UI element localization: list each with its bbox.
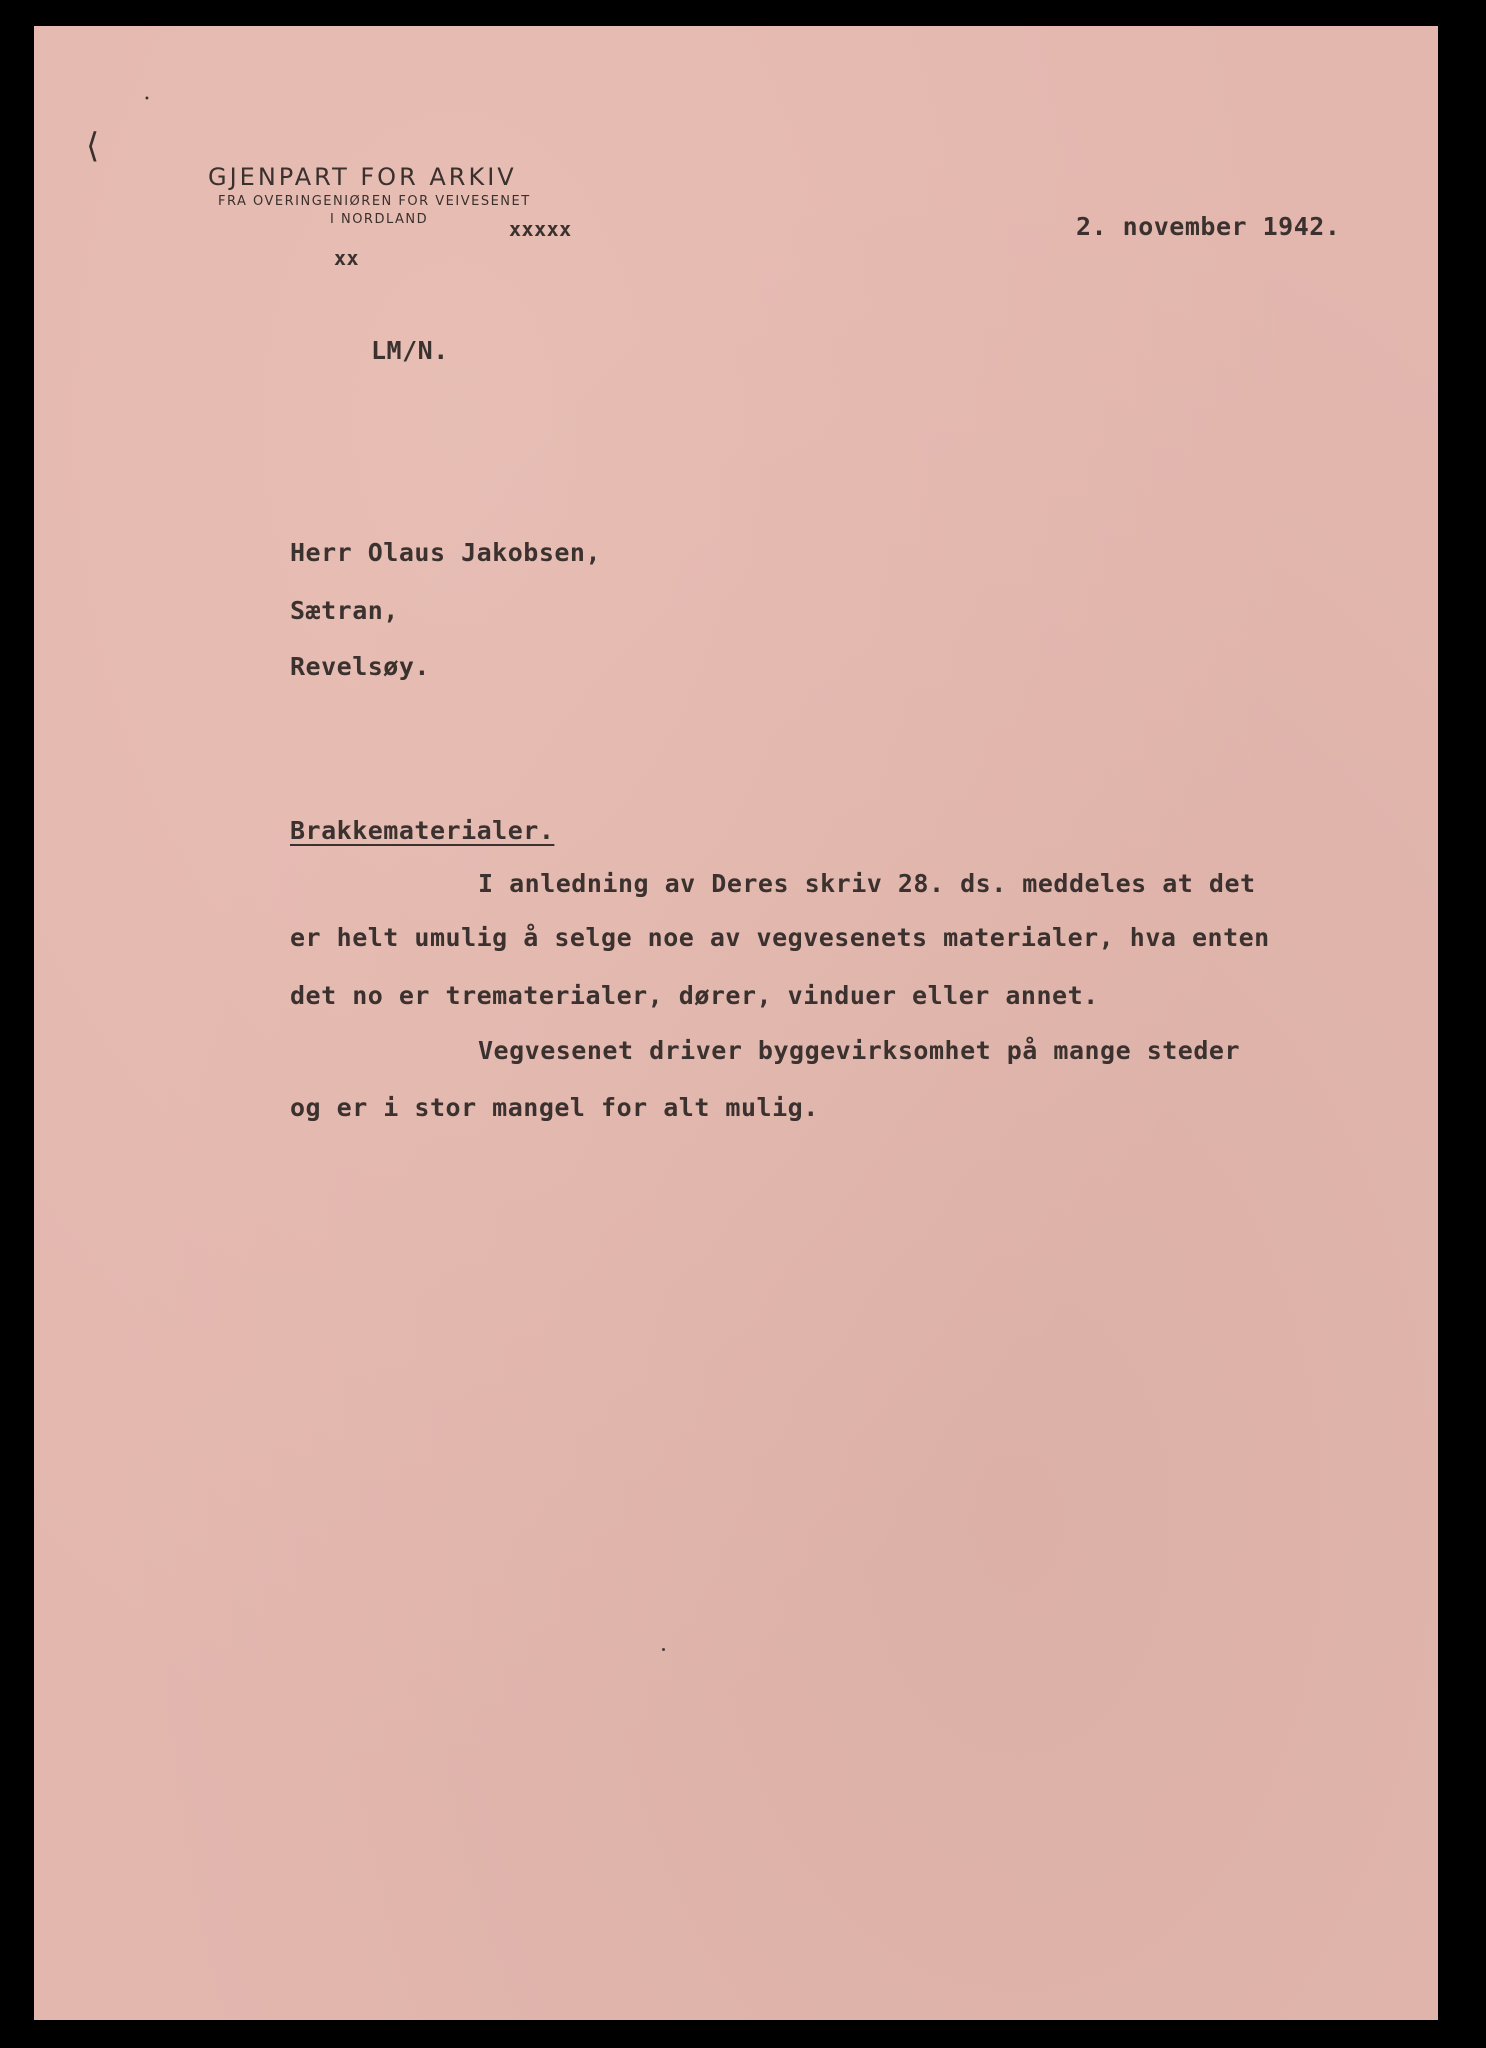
ink-speck — [662, 1648, 665, 1651]
letterhead-office: FRA OVERINGENIØREN FOR VEIVESENET — [218, 194, 531, 209]
margin-pencil-mark: ⟨ — [86, 126, 100, 166]
reference-code: LM/N. — [371, 336, 449, 365]
recipient-place: Sætran, — [290, 596, 399, 625]
body-line: det no er trematerialer, dører, vinduer eller annet. — [290, 981, 1099, 1010]
letter-subject: Brakkematerialer. — [290, 816, 555, 845]
body-line: I anledning av Deres skriv 28. ds. meddeles at det — [478, 869, 1256, 898]
recipient-name: Herr Olaus Jakobsen, — [290, 538, 602, 567]
body-line: Vegvesenet driver byggevirksomhet på mange steder — [478, 1036, 1241, 1065]
document-page — [34, 26, 1438, 2020]
body-line: er helt umulig å selge noe av vegvesenets materialer, hva enten — [290, 923, 1270, 952]
body-line: og er i stor mangel for alt mulig. — [290, 1093, 819, 1122]
letterhead-stamp — [208, 162, 531, 227]
struck-out-text: xx — [334, 246, 360, 270]
recipient-island: Revelsøy. — [290, 652, 430, 681]
letterhead-title: GJENPART FOR ARKIV — [208, 163, 517, 191]
letterhead-region: I NORDLAND — [330, 212, 429, 227]
letter-date: 2. november 1942. — [1076, 212, 1341, 241]
struck-out-text: xxxxx — [509, 217, 572, 241]
ink-dot: • — [144, 94, 150, 105]
